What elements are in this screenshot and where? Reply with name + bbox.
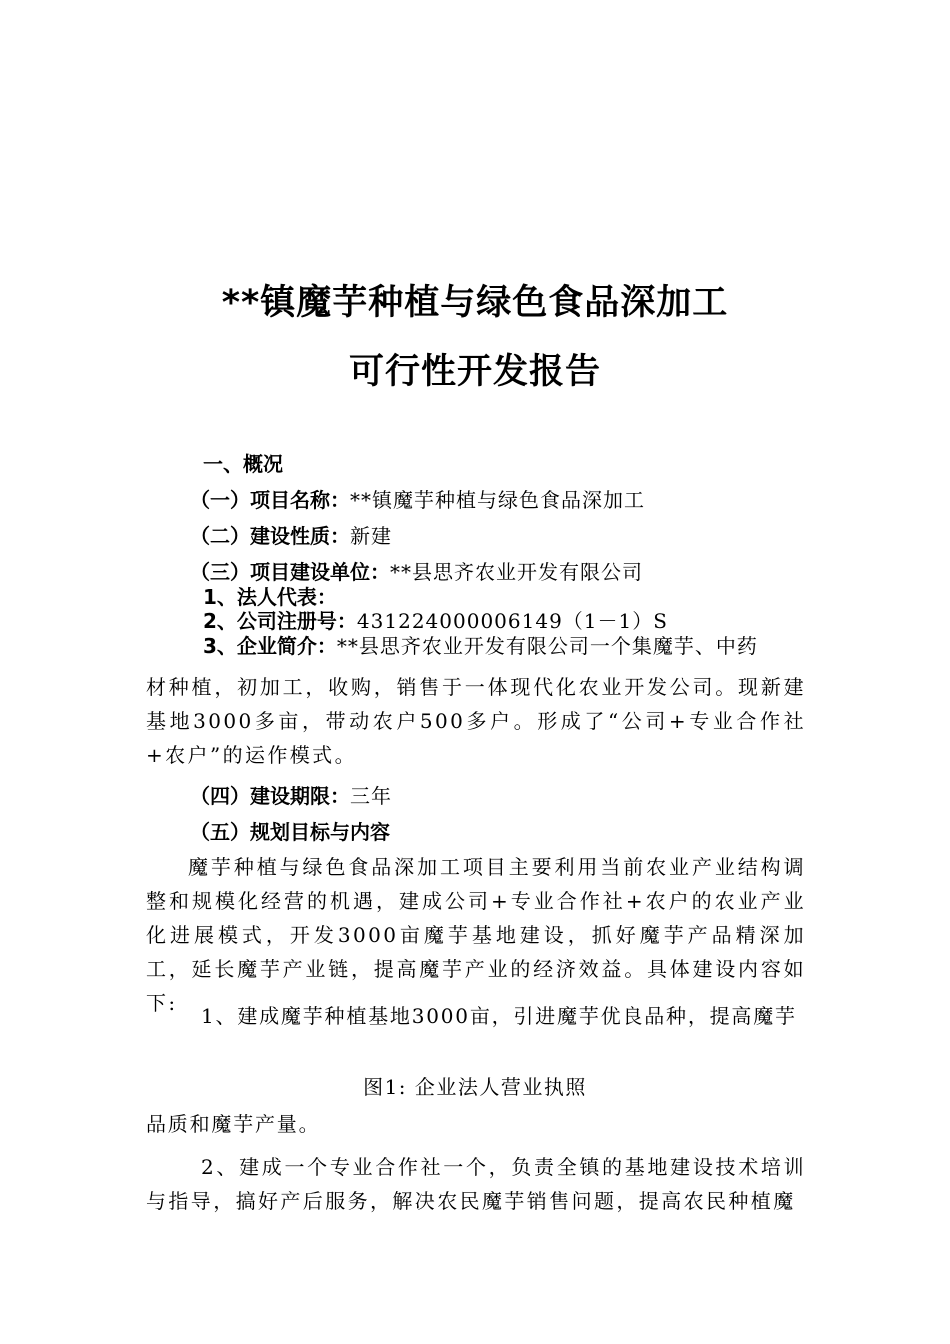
item-company-intro-value: **县思齐农业开发有限公司一个集魔芋、中药 <box>336 634 758 658</box>
item-construction-unit-value: **县思齐农业开发有限公司 <box>390 560 643 584</box>
item-legal-representative-label: 1、法人代表： <box>203 585 337 609</box>
item-registration-number <box>203 608 668 634</box>
section-heading-overview: 一、概况 <box>203 452 283 476</box>
item-registration-number-label: 2、公司注册号： <box>203 609 357 633</box>
document-title-line1: **镇魔芋种植与绿色食品深加工 <box>221 283 729 323</box>
item-construction-nature-label: （二）建设性质： <box>190 524 350 548</box>
item-project-name <box>190 487 645 513</box>
item-construction-period <box>190 783 392 809</box>
item-company-intro-label: 3、企业简介： <box>203 634 337 658</box>
document-title-line2: 可行性开发报告 <box>348 352 601 392</box>
item-construction-unit-label: （三）项目建设单位： <box>190 560 390 584</box>
item-registration-number-value: 431224000006149（1－1）S <box>356 609 668 633</box>
goal-1-line-2: 品质和魔芋产量。 <box>146 1112 321 1136</box>
item-planning-goals-heading: （五）规划目标与内容 <box>190 820 390 844</box>
planning-goals-paragraph: 魔芋种植与绿色食品深加工项目主要利用当前农业产业结构调整和规模化经营的机遇，建成公司+专业合作社+农户的农业产业化进展模式，开发3000亩魔芋基地建设，抓好魔芋产品精深加工，延长魔芋产业链，提高魔芋产业的经济效益。具体建设内容如下: <box>146 855 806 1015</box>
figure-caption: 图1: 企业法人营业执照 <box>363 1075 587 1099</box>
goal-2-paragraph: 2、建成一个专业合作社一个，负责全镇的基地建设技术培训与指导，搞好产后服务，解决农民魔芋销售问题，提高农民种植魔 <box>146 1155 806 1213</box>
item-construction-unit <box>190 559 643 585</box>
goal-1-line-1: 1、建成魔芋种植基地3000亩，引进魔芋优良品种，提高魔芋 <box>201 1004 797 1028</box>
item-legal-representative <box>203 584 337 610</box>
item-construction-period-label: （四）建设期限： <box>190 784 350 808</box>
item-construction-nature-value: 新建 <box>350 524 392 548</box>
item-project-name-value: **镇魔芋种植与绿色食品深加工 <box>350 488 645 512</box>
item-project-name-label: （一）项目名称： <box>190 488 350 512</box>
item-construction-nature <box>190 523 392 549</box>
item-company-intro <box>203 633 758 659</box>
item-construction-period-value: 三年 <box>350 784 392 808</box>
company-intro-paragraph: 材种植，初加工，收购，销售于一体现代化农业开发公司。现新建基地3000多亩，带动农户500多户。形成了“公司+专业合作社+农户”的运作模式。 <box>146 675 806 767</box>
